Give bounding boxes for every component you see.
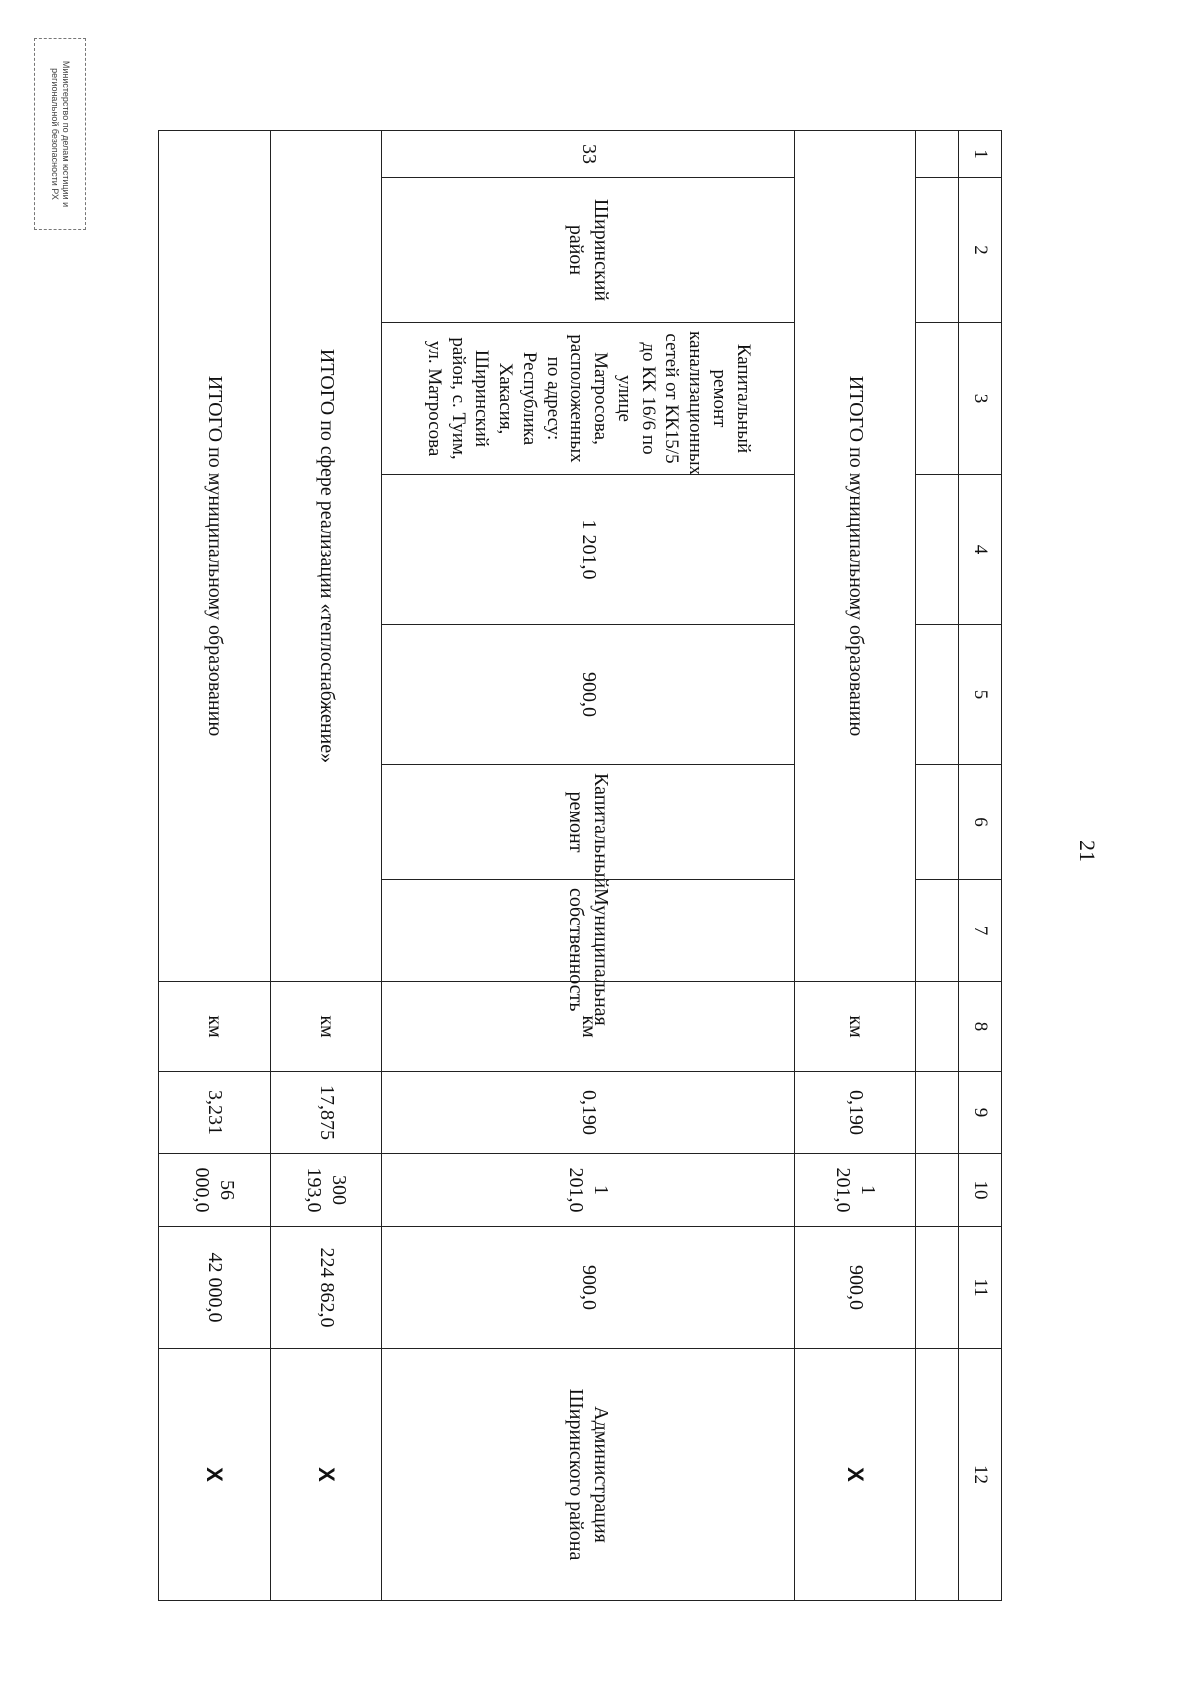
item-total: 1 201,0 — [382, 475, 795, 625]
item-executor: Администрация Ширинского района — [382, 1349, 795, 1601]
item-district: Ширинский район — [382, 178, 795, 323]
subtotal-top-cost: 1 201,0 — [795, 1154, 915, 1227]
subtotal-top-row — [795, 131, 915, 1601]
stamp-text: Министерство по делам юстиции и региональной безопасности РХ — [50, 60, 71, 208]
spacer-row — [915, 131, 958, 1601]
header-col-7: 7 — [958, 880, 1001, 982]
header-col-11: 11 — [958, 1227, 1001, 1349]
total-municipal-row — [159, 131, 271, 1601]
header-col-4: 4 — [958, 475, 1001, 625]
total-sphere-length: 17,875 — [270, 1072, 382, 1154]
header-number-row — [958, 131, 1001, 1601]
total-sphere-funding: 224 862,0 — [270, 1227, 382, 1349]
item-unit: км — [382, 982, 795, 1072]
table-container — [158, 130, 1002, 1600]
registration-stamp — [34, 38, 86, 230]
header-col-8: 8 — [958, 982, 1001, 1072]
header-col-2: 2 — [958, 178, 1001, 323]
total-sphere-label: ИТОГО по сфере реализации «теплоснабжение» — [270, 131, 382, 982]
subtotal-top-unit: км — [795, 982, 915, 1072]
item-description: Капитальный ремонт канализационных сетей от КК15/5 до КК 16/6 по улице Матросова, расположенных по адресу: Республика Хакасия, Ширинский район, с. Туим, ул. Матросова — [382, 323, 795, 475]
page-number: 21 — [1075, 840, 1100, 862]
total-sphere-unit: км — [270, 982, 382, 1072]
item-ownership: Муниципальная собственность — [382, 880, 795, 982]
header-col-6: 6 — [958, 765, 1001, 880]
header-col-12: 12 — [958, 1349, 1001, 1601]
total-sphere-executor: Х — [270, 1349, 382, 1601]
subtotal-top-executor: Х — [795, 1349, 915, 1601]
item-funding: 900,0 — [382, 1227, 795, 1349]
header-col-5: 5 — [958, 625, 1001, 765]
subtotal-top-label: ИТОГО по муниципальному образованию — [795, 131, 915, 982]
header-col-9: 9 — [958, 1072, 1001, 1154]
total-municipal-executor: Х — [159, 1349, 271, 1601]
total-municipal-cost: 56 000,0 — [159, 1154, 271, 1227]
subtotal-top-funding: 900,0 — [795, 1227, 915, 1349]
total-sphere-cost: 300 193,0 — [270, 1154, 382, 1227]
header-col-3: 3 — [958, 323, 1001, 475]
header-col-1: 1 — [958, 131, 1001, 178]
total-municipal-unit: км — [159, 982, 271, 1072]
total-municipal-length: 3,231 — [159, 1072, 271, 1154]
investment-table — [158, 130, 1002, 1601]
item-amount: 900,0 — [382, 625, 795, 765]
header-col-10: 10 — [958, 1154, 1001, 1227]
item-work-type: Капитальный ремонт — [382, 765, 795, 880]
item-row — [382, 131, 795, 1601]
subtotal-top-length: 0,190 — [795, 1072, 915, 1154]
item-number: 33 — [382, 131, 795, 178]
total-sphere-row — [270, 131, 382, 1601]
total-municipal-funding: 42 000,0 — [159, 1227, 271, 1349]
item-cost: 1 201,0 — [382, 1154, 795, 1227]
total-municipal-label: ИТОГО по муниципальному образованию — [159, 131, 271, 982]
item-length: 0,190 — [382, 1072, 795, 1154]
